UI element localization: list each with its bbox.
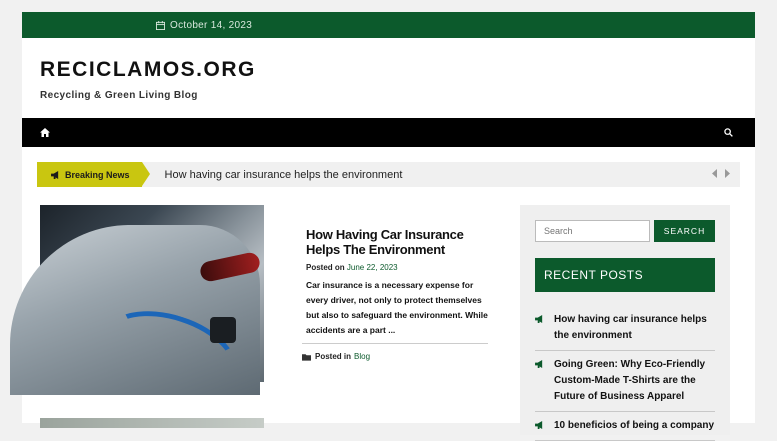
breaking-news-headline[interactable]: How having car insurance helps the environment [164,168,403,181]
search-icon[interactable] [724,128,733,137]
post-excerpt: Car insurance is a necessary expense for every driver, not only to protect themselves but also to safeguard the environment. While accidents are a part ... [306,280,488,335]
search-widget [535,220,715,242]
recent-post-item [535,412,715,441]
site-header [22,38,755,118]
site-tagline: Recycling & Green Living Blog [40,90,198,101]
post-date[interactable]: June 22, 2023 [346,263,398,272]
recent-posts-list [535,306,715,441]
search-button[interactable]: SEARCH [654,220,715,242]
breaking-news-label [37,162,142,187]
calendar-icon [156,21,165,30]
charging-plug [210,317,236,343]
breaking-news-ticker [37,162,740,187]
megaphone-icon [535,360,544,368]
site-title[interactable]: RECICLAMOS.ORG [40,58,256,81]
recent-post-link[interactable]: 10 beneficios of being a company [554,420,715,431]
post-meta [306,263,488,272]
ticker-controls [712,169,730,178]
megaphone-icon [51,171,60,179]
recent-post-link[interactable]: Going Green: Why Eco-Friendly Custom-Made T-Shirts are the Future of Business Apparel [554,359,706,402]
megaphone-icon [535,421,544,429]
page [22,12,755,431]
post-footer [302,343,488,361]
main-nav [22,118,755,147]
recent-post-item [535,306,715,351]
post-category[interactable]: Blog [354,352,371,361]
recent-post-item [535,351,715,412]
posted-in-label: Posted in [315,352,352,361]
recent-post-link[interactable]: How having car insurance helps the environment [554,314,707,341]
folder-icon [302,353,311,361]
post-title[interactable]: How Having Car Insurance Helps The Environment [306,227,464,257]
megaphone-icon [535,315,544,323]
home-icon[interactable] [40,128,50,137]
top-bar [22,12,755,38]
sidebar [520,205,730,435]
next-post-thumbnail[interactable] [40,418,264,428]
post-thumbnail[interactable] [40,205,264,382]
breaking-news-text: Breaking News [65,169,130,180]
search-input[interactable] [535,220,650,242]
posted-on-label: Posted on [306,263,345,272]
recent-posts-title: RECENT POSTS [535,258,715,292]
post-list [40,205,510,382]
next-arrow-icon[interactable] [724,169,730,178]
prev-arrow-icon[interactable] [712,169,718,178]
current-date: October 14, 2023 [170,19,253,31]
